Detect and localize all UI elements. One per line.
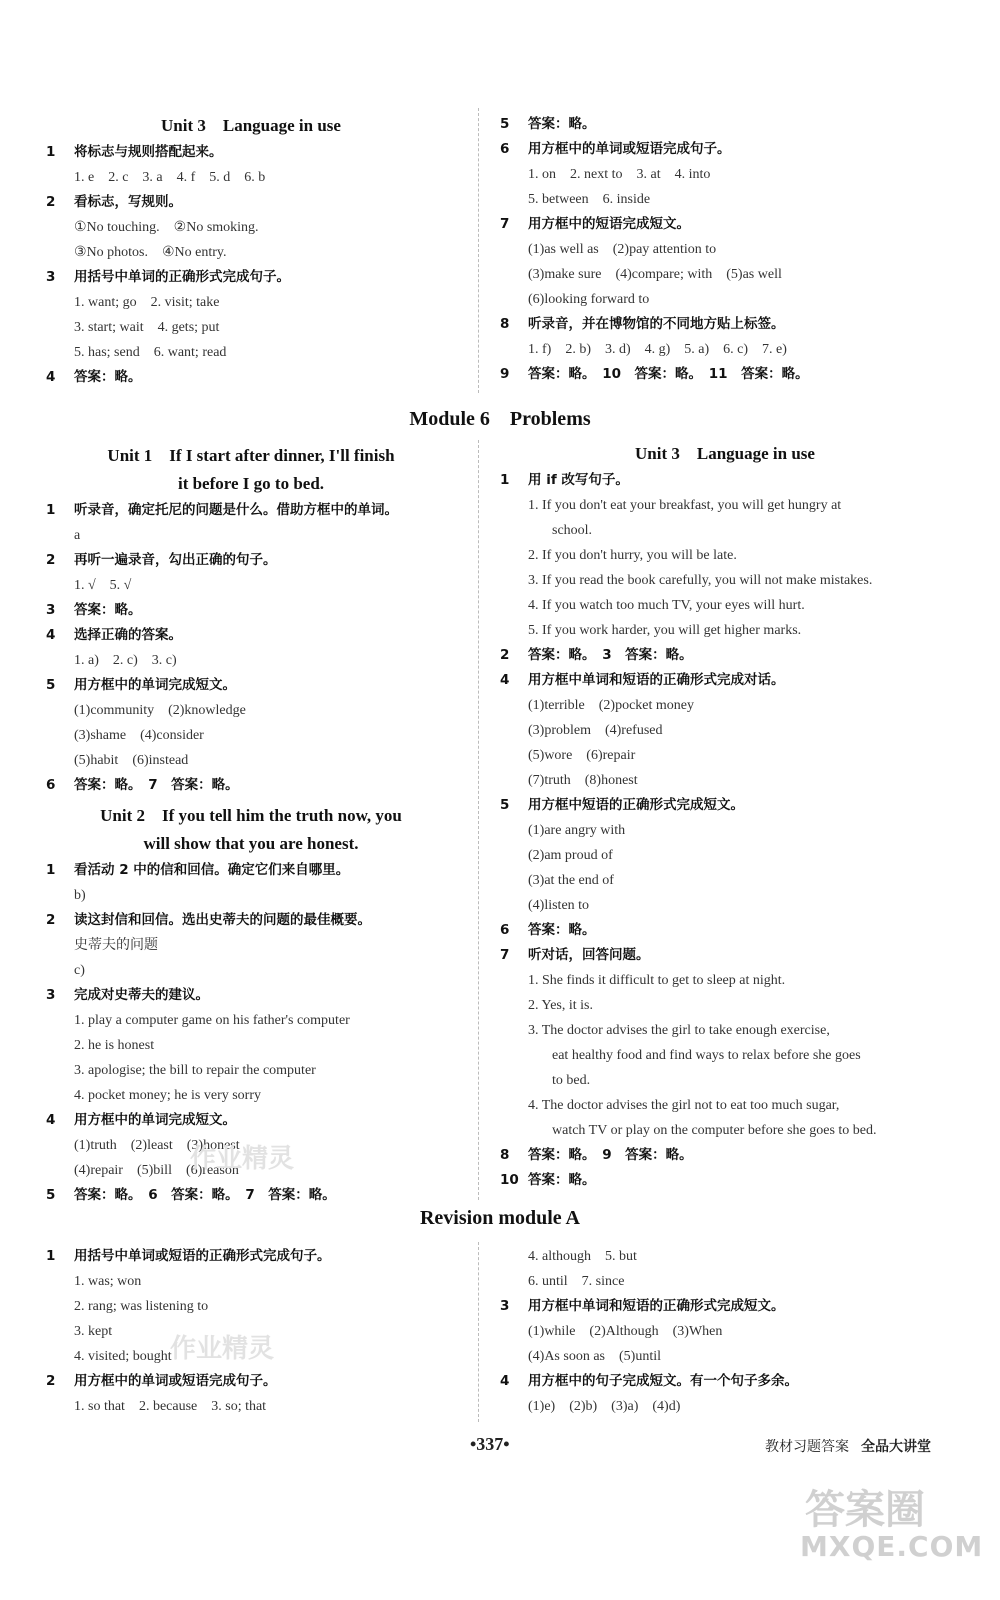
answer-line: 4. visited; bought [74,1349,172,1364]
question-text: 听对话，回答问题。 [528,947,650,963]
question-number: 2 [46,552,56,568]
answer-line: 3. The doctor advises the girl to take enough exercise, [528,1023,830,1038]
question-row [46,1183,456,1208]
question-row [46,983,456,1008]
question-text: 用方框中的单词或短语完成句子。 [528,141,731,157]
answer-line: 4. although 5. but [528,1249,637,1264]
answer-line: (1)terrible (2)pocket money [528,698,694,713]
question-row [500,1143,950,1168]
watermark-text: 作业精灵 [170,1334,275,1364]
question-row [500,793,950,818]
question-row [46,265,456,290]
question-row [46,773,456,798]
question-list [46,140,456,390]
answer-line: a [74,528,81,543]
unit-title-line1: Unit 1 If I start after dinner, I'll finish [107,446,395,465]
answer-line: (5)wore (6)repair [528,748,636,763]
question-list [46,498,456,798]
question-text: 听录音，并在博物馆的不同地方贴上标签。 [528,316,785,332]
answer-line: 3. If you read the book carefully, you will not make mistakes. [528,573,873,588]
answer-line: 1. on 2. next to 3. at 4. into [528,167,711,182]
answer-line: ①No touching. ②No smoking. [74,220,259,235]
question-row [46,598,456,623]
answer-line: 1. f) 2. b) 3. d) 4. g) 5. a) 6. c) 7. e) [528,342,787,357]
revision-title: Revision module A [419,1207,581,1229]
answer-line: 5. has; send 6. want; read [74,345,227,360]
question-number: 5 [500,797,510,813]
question-row [500,468,950,493]
question-number: 10 [500,1172,519,1188]
question-text: 用方框中的单词或短语完成句子。 [74,1373,277,1389]
question-number: 4 [46,1112,56,1128]
answer-line: b) [74,888,86,903]
question-number: 4 [500,672,510,688]
question-text: 答案：略。 [528,116,596,132]
answer-line: school. [552,523,593,538]
answer-line: 2. rang; was listening to [74,1299,209,1314]
question-number: 5 [46,677,56,693]
question-text: 答案：略。 10 答案：略。 11 答案：略。 [528,366,809,382]
question-number: 5 [46,1187,56,1203]
question-number: 1 [46,1248,56,1264]
unit-title-line1: Unit 2 If you tell him the truth now, you [100,806,402,825]
question-text: 答案：略。 [528,922,596,938]
question-number: 9 [500,366,510,382]
section-right-top [500,112,950,387]
answer-line: watch TV or play on the computer before she goes to bed. [552,1123,877,1138]
question-text: 用方框中单词和短语的正确形式完成短文。 [528,1298,785,1314]
question-text: 答案：略。 [74,369,142,385]
question-row [500,112,950,137]
answer-line: (3)problem (4)refused [528,723,663,738]
answer-line: ③No photos. ④No entry. [74,245,227,260]
question-text: 答案：略。 7 答案：略。 [74,777,239,793]
question-row [500,918,950,943]
question-number: 4 [500,1373,510,1389]
question-text: 答案：略。 [528,1172,596,1188]
question-text: 完成对史蒂夫的建议。 [74,987,209,1003]
answer-line: (7)truth (8)honest [528,773,638,788]
question-row [500,943,950,968]
answer-line: 1. If you don't eat your breakfast, you will get hungry at [528,498,842,513]
answer-line: (5)habit (6)instead [74,753,189,768]
question-number: 4 [46,369,56,385]
answer-line: 1. a) 2. c) 3. c) [74,653,177,668]
answer-line: (1)community (2)knowledge [74,703,246,718]
answer-line: (6)looking forward to [528,292,650,307]
question-row [46,908,456,933]
answer-line: (4)repair (5)bill (6)reason [74,1163,239,1178]
answer-line: 2. If you don't hurry, you will be late. [528,548,737,563]
question-text: 看标志，写规则。 [74,194,182,210]
answer-line: 1. √ 5. √ [74,578,132,593]
answer-line: 1. She finds it difficult to get to sleep at night. [528,973,786,988]
unit-title-line2: it before I go to bed. [177,474,325,493]
answer-line: (1)as well as (2)pay attention to [528,242,717,257]
question-text: 看活动 2 中的信和回信。确定它们来自哪里。 [74,862,350,878]
answer-line: 3. apologise; the bill to repair the computer [74,1063,316,1078]
question-number: 1 [46,502,56,518]
question-row [46,498,456,523]
watermark-logo: 答案圈 [805,1487,925,1533]
footer-label: 教材习题答案 [765,1439,849,1455]
question-text: 用 if 改写句子。 [528,472,629,488]
unit-title: Unit 3 Language in use [161,116,341,135]
question-text: 答案：略。 9 答案：略。 [528,1147,693,1163]
question-list [500,1244,950,1419]
question-row [46,365,456,390]
footer-brand [765,1436,931,1456]
brand-name: 全品大讲堂 [861,1439,931,1455]
answer-line: 4. The doctor advises the girl not to eat too much sugar, [528,1098,840,1113]
question-text: 用方框中短语的正确形式完成短文。 [528,797,744,813]
question-row [46,548,456,573]
question-row [500,137,950,162]
answer-line: eat healthy food and find ways to relax before she goes [552,1048,861,1063]
question-row [46,858,456,883]
module-title: Module 6 Problems [409,408,591,430]
question-number: 2 [46,1373,56,1389]
page-footer [0,1434,1000,1464]
answer-line: 1. was; won [74,1274,142,1289]
unit-title-line2: will show that you are honest. [143,834,359,853]
question-number: 3 [46,269,56,285]
answer-line: (4)As soon as (5)until [528,1349,661,1364]
question-number: 2 [46,912,56,928]
question-text: 用方框中的单词完成短文。 [74,677,236,693]
question-row [500,1369,950,1394]
answer-line: 3. start; wait 4. gets; put [74,320,220,335]
question-row [500,643,950,668]
question-text: 用括号中单词的正确形式完成句子。 [74,269,290,285]
watermark-text: 作业精灵 [190,1144,295,1174]
answer-line: (3)at the end of [528,873,614,888]
question-list [500,468,950,1193]
question-row [46,623,456,648]
answer-line: 1. e 2. c 3. a 4. f 5. d 6. b [74,170,266,185]
question-row [46,673,456,698]
section-unit3-bottom [500,440,950,1193]
question-number: 1 [46,862,56,878]
question-number: 3 [46,602,56,618]
page-number: •337• [470,1434,510,1454]
question-text: 答案：略。 3 答案：略。 [528,647,693,663]
question-text: 选择正确的答案。 [74,627,182,643]
unit-title: Unit 3 Language in use [635,444,815,463]
answer-line: 5. If you work harder, you will get higher marks. [528,623,802,638]
section-unit1 [46,442,456,1208]
question-text: 用方框中单词和短语的正确形式完成对话。 [528,672,785,688]
answer-line: 6. until 7. since [528,1274,625,1289]
answer-line: c) [74,963,85,978]
answer-line: 2. he is honest [74,1038,155,1053]
question-row [46,140,456,165]
question-text: 听录音，确定托尼的问题是什么。借助方框中的单词。 [74,502,398,518]
question-number: 2 [500,647,510,663]
answer-line: (3)shame (4)consider [74,728,204,743]
question-list [500,112,950,387]
answer-line: 4. If you watch too much TV, your eyes will hurt. [528,598,805,613]
answer-line: 1. want; go 2. visit; take [74,295,220,310]
question-number: 8 [500,1147,510,1163]
answer-line: (3)make sure (4)compare; with (5)as well [528,267,782,282]
question-row [500,1168,950,1193]
question-text: 用方框中的句子完成短文。有一个句子多余。 [528,1373,798,1389]
question-number: 7 [500,947,510,963]
question-row [500,1294,950,1319]
question-text: 答案：略。 [74,602,142,618]
question-row [46,1108,456,1133]
answer-line: 1. so that 2. because 3. so; that [74,1399,267,1414]
answer-line: (1)e) (2)b) (3)a) (4)d) [528,1399,681,1414]
question-number: 3 [500,1298,510,1314]
answer-line: (1)while (2)Although (3)When [528,1324,723,1339]
answer-line: 5. between 6. inside [528,192,651,207]
question-text: 用括号中单词或短语的正确形式完成句子。 [74,1248,331,1264]
answer-line: 4. pocket money; he is very sorry [74,1088,262,1103]
answer-line: (4)listen to [528,898,590,913]
watermark-site: MXQE.COM [800,1530,984,1563]
question-row [500,668,950,693]
question-number: 1 [46,144,56,160]
question-number: 2 [46,194,56,210]
question-row [500,212,950,237]
question-text: 再听一遍录音，勾出正确的句子。 [74,552,277,568]
question-row [500,312,950,337]
question-row [46,1369,456,1394]
answer-line: (1)truth (2)least (3)honest [74,1138,240,1153]
answer-line: 1. play a computer game on his father's computer [74,1013,350,1028]
answer-line: (2)am proud of [528,848,613,863]
answer-line: 史蒂夫的问题 [74,938,158,953]
question-text: 用方框中的单词完成短文。 [74,1112,236,1128]
answer-line: (1)are angry with [528,823,626,838]
question-text: 用方框中的短语完成短文。 [528,216,690,232]
question-number: 6 [500,922,510,938]
question-text: 读这封信和回信。选出史蒂夫的问题的最佳概要。 [74,912,371,928]
question-number: 7 [500,216,510,232]
question-row [500,362,950,387]
answer-line: 2. Yes, it is. [528,998,593,1013]
question-text: 答案：略。 6 答案：略。 7 答案：略。 [74,1187,336,1203]
section-revision-right [500,1244,950,1419]
question-number: 3 [46,987,56,1003]
section-unit3-top [46,112,456,390]
question-row [46,1244,456,1269]
question-number: 8 [500,316,510,332]
question-text: 将标志与规则搭配起来。 [74,144,223,160]
question-number: 4 [46,627,56,643]
question-number: 1 [500,472,510,488]
answer-line: to bed. [552,1073,591,1088]
question-number: 6 [46,777,56,793]
question-number: 6 [500,141,510,157]
question-row [46,190,456,215]
question-number: 5 [500,116,510,132]
answer-line: 3. kept [74,1324,113,1339]
